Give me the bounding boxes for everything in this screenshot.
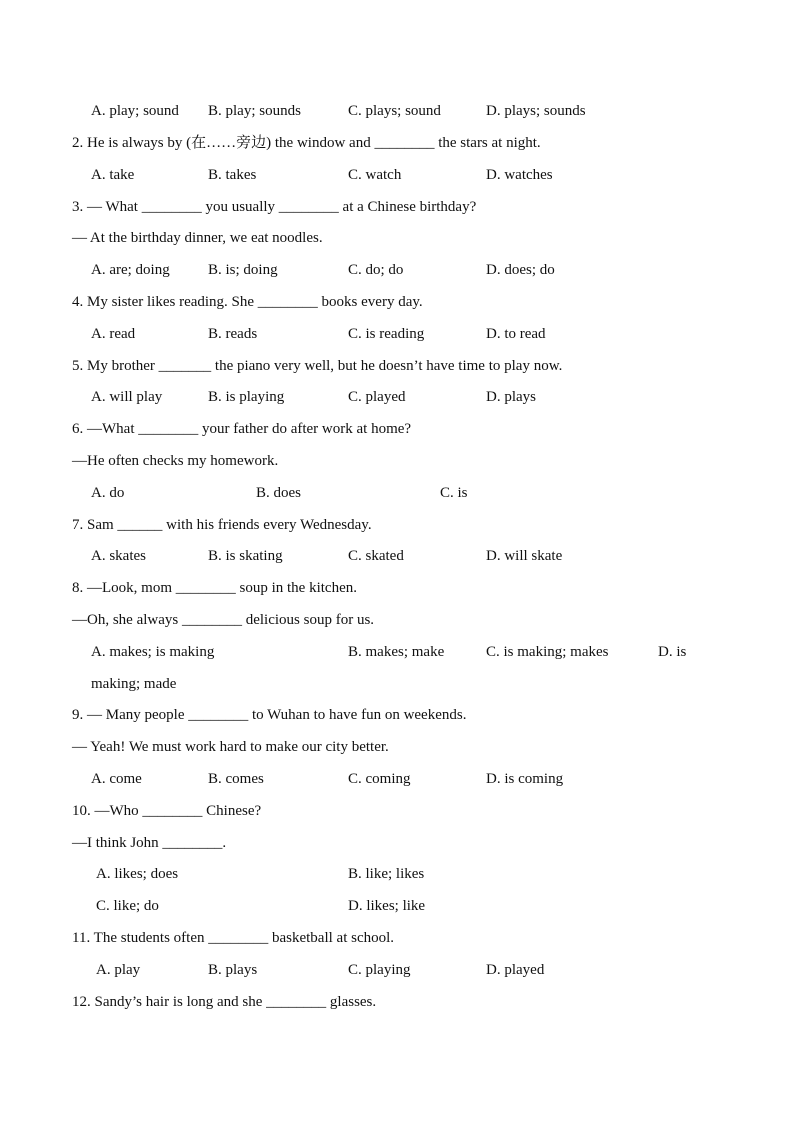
q8-stem: 8. —Look, mom ________ soup in the kitchen. bbox=[72, 580, 357, 596]
q6-option-a[interactable]: A. do bbox=[91, 485, 125, 501]
q3-option-c[interactable]: C. do; do bbox=[348, 262, 404, 278]
q8-option-c[interactable]: C. is making; makes bbox=[486, 644, 609, 660]
q3-option-a[interactable]: A. are; doing bbox=[91, 262, 170, 278]
q2-option-a[interactable]: A. take bbox=[91, 167, 135, 183]
q2-option-d[interactable]: D. watches bbox=[486, 167, 553, 183]
q10-option-c[interactable]: C. like; do bbox=[96, 898, 159, 914]
q6-option-c[interactable]: C. is bbox=[440, 485, 468, 501]
q10-stem: 10. —Who ________ Chinese? bbox=[72, 803, 262, 819]
q1-option-a[interactable]: A. play; sound bbox=[91, 103, 179, 119]
q8-option-d-continuation: making; made bbox=[91, 676, 177, 692]
q5-option-a[interactable]: A. will play bbox=[91, 389, 163, 405]
q8-option-a[interactable]: A. makes; is making bbox=[91, 644, 215, 660]
q5-option-b[interactable]: B. is playing bbox=[208, 389, 285, 405]
q11-option-c[interactable]: C. playing bbox=[348, 962, 411, 978]
q4-option-a[interactable]: A. read bbox=[91, 326, 136, 342]
q11-stem: 11. The students often ________ basketball at school. bbox=[72, 930, 395, 946]
q12-stem: 12. Sandy’s hair is long and she ________ glasses. bbox=[72, 994, 377, 1010]
q5-option-c[interactable]: C. played bbox=[348, 389, 406, 405]
q3-option-b[interactable]: B. is; doing bbox=[208, 262, 278, 278]
q5-stem: 5. My brother _______ the piano very well, but he doesn’t have time to play now. bbox=[72, 358, 563, 374]
q4-option-d[interactable]: D. to read bbox=[486, 326, 546, 342]
q9-option-b[interactable]: B. comes bbox=[208, 771, 264, 787]
q1-option-c[interactable]: C. plays; sound bbox=[348, 103, 441, 119]
q7-option-d[interactable]: D. will skate bbox=[486, 548, 563, 564]
q10-option-d[interactable]: D. likes; like bbox=[348, 898, 426, 914]
q6-stem: 6. —What ________ your father do after work at home? bbox=[72, 421, 412, 437]
q7-option-b[interactable]: B. is skating bbox=[208, 548, 283, 564]
q3-stem: 3. — What ________ you usually ________ at a Chinese birthday? bbox=[72, 199, 477, 215]
q8-option-b[interactable]: B. makes; make bbox=[348, 644, 445, 660]
q10-option-a[interactable]: A. likes; does bbox=[96, 866, 179, 882]
q10-answer-line: —I think John ________. bbox=[72, 835, 227, 851]
q9-option-a[interactable]: A. come bbox=[91, 771, 142, 787]
q3-answer-line: — At the birthday dinner, we eat noodles. bbox=[72, 230, 323, 246]
q3-option-d[interactable]: D. does; do bbox=[486, 262, 555, 278]
q9-option-c[interactable]: C. coming bbox=[348, 771, 411, 787]
q10-option-b[interactable]: B. like; likes bbox=[348, 866, 425, 882]
q9-option-d[interactable]: D. is coming bbox=[486, 771, 564, 787]
q8-answer-line: —Oh, she always ________ delicious soup for us. bbox=[72, 612, 375, 628]
q4-option-c[interactable]: C. is reading bbox=[348, 326, 425, 342]
q11-option-a[interactable]: A. play bbox=[96, 962, 141, 978]
q5-option-d[interactable]: D. plays bbox=[486, 389, 536, 405]
q6-option-b[interactable]: B. does bbox=[256, 485, 301, 501]
q11-option-b[interactable]: B. plays bbox=[208, 962, 258, 978]
q7-option-a[interactable]: A. skates bbox=[91, 548, 146, 564]
q8-option-d[interactable]: D. is bbox=[658, 644, 687, 660]
q9-stem: 9. — Many people ________ to Wuhan to have fun on weekends. bbox=[72, 707, 467, 723]
q2-option-c[interactable]: C. watch bbox=[348, 167, 402, 183]
q6-answer-line: —He often checks my homework. bbox=[72, 453, 279, 469]
q4-option-b[interactable]: B. reads bbox=[208, 326, 258, 342]
q2-option-b[interactable]: B. takes bbox=[208, 167, 257, 183]
q11-option-d[interactable]: D. played bbox=[486, 962, 545, 978]
q7-option-c[interactable]: C. skated bbox=[348, 548, 404, 564]
q9-answer-line: — Yeah! We must work hard to make our city better. bbox=[72, 739, 389, 755]
q4-stem: 4. My sister likes reading. She ________ books every day. bbox=[72, 294, 423, 310]
q1-option-d[interactable]: D. plays; sounds bbox=[486, 103, 586, 119]
q7-stem: 7. Sam ______ with his friends every Wednesday. bbox=[72, 517, 372, 533]
q1-option-b[interactable]: B. play; sounds bbox=[208, 103, 301, 119]
q2-stem: 2. He is always by (在……旁边) the window and ________ the stars at night. bbox=[72, 135, 541, 151]
